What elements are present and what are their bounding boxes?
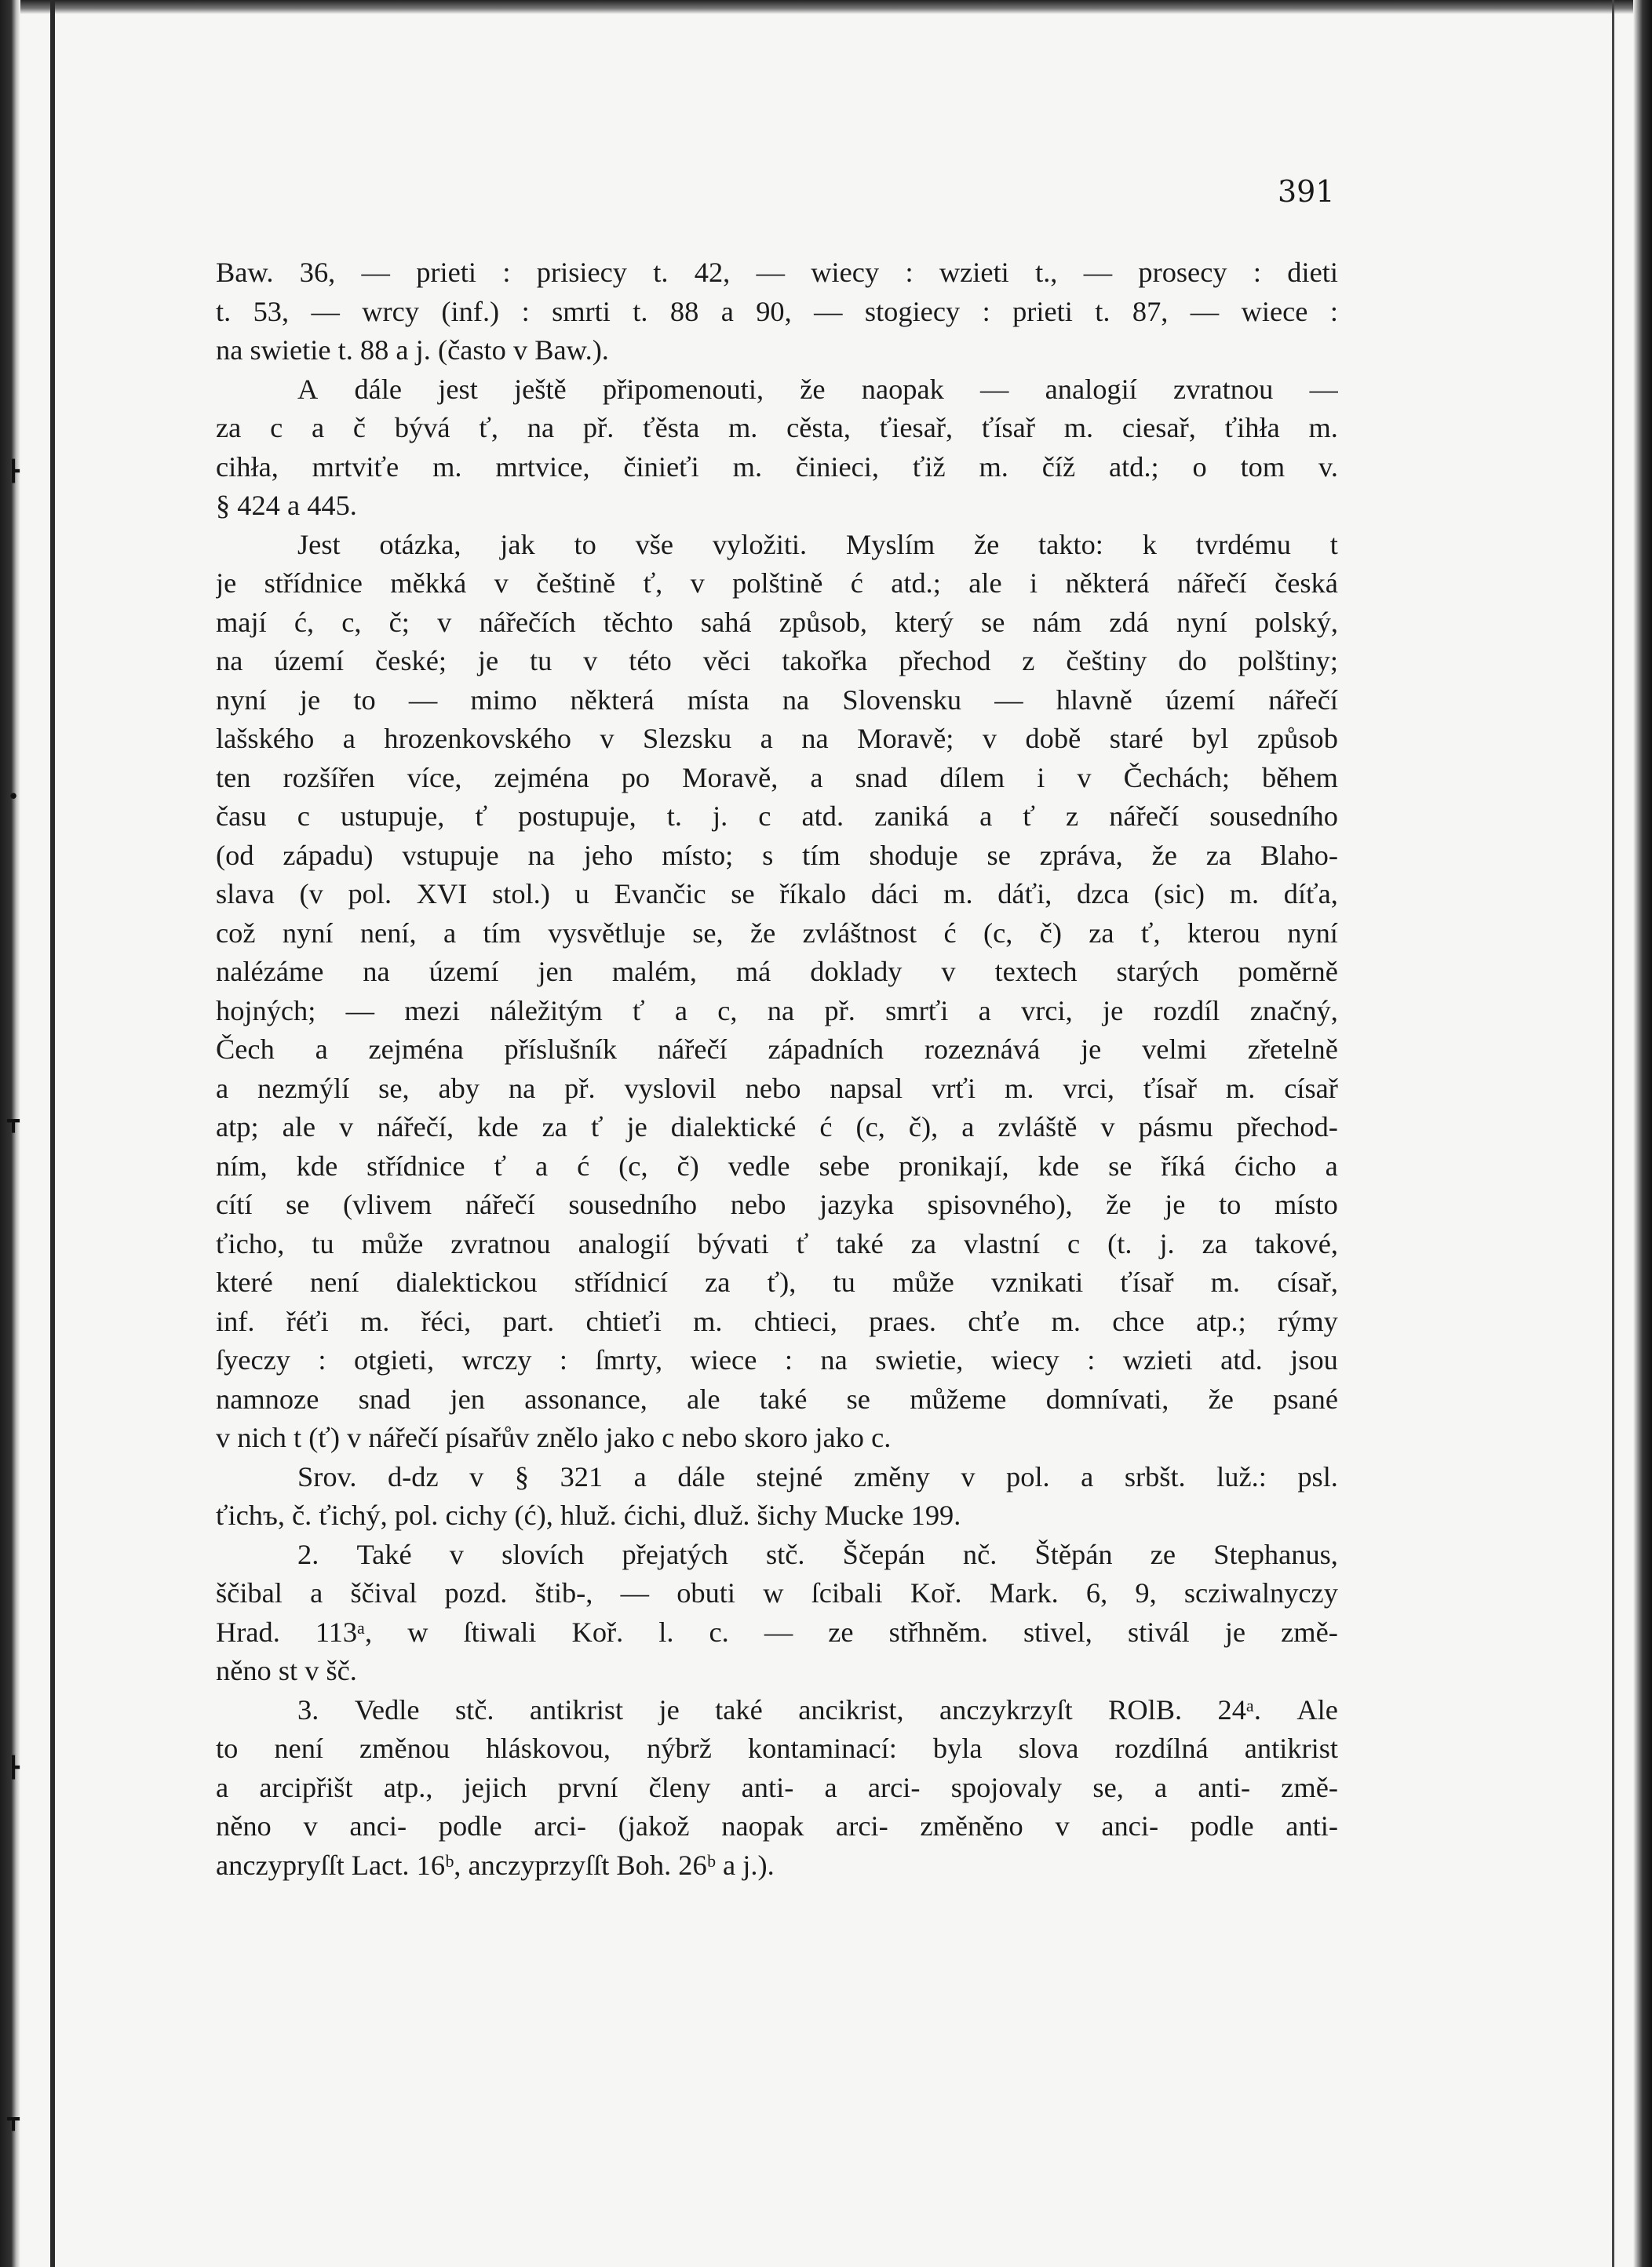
text-line: něno v anci- podle arci- (jakož naopak arci- změněno v anci- podle anti- <box>216 1810 1338 1842</box>
text-line: času c ustupuje, ť postupuje, t. j. c atd. zaniká a ť z nářečí sousedního <box>216 800 1338 832</box>
text-line: něno st v šč. <box>216 1655 357 1686</box>
text-line: a nezmýlí se, aby na př. vyslovil nebo napsal vrťi m. vrci, ťísař m. císař <box>216 1072 1338 1104</box>
text-line: mají ć, c, č; v nářečích těchto sahá způsob, který se nám zdá nyní polský, <box>216 606 1338 638</box>
text-line: lašského a hrozenkovského v Slezsku a na Moravě; v době staré byl způsob <box>216 723 1338 754</box>
scan-binding-line <box>50 0 55 2267</box>
text-line: což nyní není, a tím vysvětluje se, že zvláštnost ć (c, č) za ť, kterou nyní <box>216 917 1338 949</box>
scan-edge-left <box>0 0 20 2267</box>
text-line: nyní je to — mimo některá místa na Slovensku — hlavně území nářečí <box>216 683 1338 716</box>
text-line: ním, kde střídnice ť a ć (c, č) vedle sebe pronikají, kde se říká ćicho a <box>216 1150 1338 1182</box>
text-line: Baw. 36, — prieti : prisiecy t. 42, — wiecy : wzieti t., — prosecy : dieti <box>216 257 1338 288</box>
text-line: ťichъ, č. ťichý, pol. cichy (ć), hluž. ćichi, dluž. šichy Mucke 199. <box>216 1500 961 1531</box>
text-line: cítí se (vlivem nářečí sousedního nebo jazyka spisovného), že je to místo <box>216 1189 1338 1220</box>
text-line: Srov. d-dz v § 321 a dále stejné změny v pol. a srbšt. luž.: psl. <box>297 1460 1338 1493</box>
text-line: za c a č bývá ť, na př. ťěsta m. cěsta, ťiesař, ťísař m. ciesař, ťihła m. <box>216 412 1338 443</box>
margin-mark: ┣ <box>7 460 20 483</box>
scan-edge-top <box>0 0 1652 14</box>
text-line: (od západu) vstupuje na jeho místo; s tím shoduje se zpráva, že za Blaho- <box>216 839 1338 871</box>
body-text <box>216 253 1338 1885</box>
text-line: Jest otázka, jak to vše vyložiti. Myslím že takto: k tvrdému t <box>297 528 1338 560</box>
text-line: slava (v pol. XVI stol.) u Evančic se říkalo dáci m. dáťi, dzca (sic) m. díťa, <box>216 878 1338 909</box>
text-line: Čech a zejména příslušník nářečí západních rozeznává je velmi zřetelně <box>216 1033 1338 1065</box>
text-line: A dále jest ještě připomenouti, že naopak — analogií zvratnou — <box>297 373 1338 405</box>
text-line: anczypryſſt Lact. 16ᵇ, anczyprzyſſt Boh. 26ᵇ a j.). <box>216 1849 775 1881</box>
text-line: nalézáme na území jen malém, má doklady v textech starých poměrně <box>216 956 1338 987</box>
text-line: ſyeczy : otgieti, wrczy : ſmrty, wiece : na swietie, wiecy : wzieti atd. jsou <box>216 1344 1338 1376</box>
text-line: na území české; je tu v této věci takořka přechod z češtiny do polštiny; <box>216 645 1338 676</box>
margin-mark: ┳ <box>7 2108 20 2131</box>
text-line: které není dialektickou střídnicí za ť), tu může vznikati ťísař m. císař, <box>216 1267 1338 1298</box>
scan-edge-right <box>1633 0 1652 2267</box>
text-line: ťicho, tu může zvratnou analogií bývati ť také za vlastní c (t. j. za takové, <box>216 1227 1338 1259</box>
margin-mark: • <box>7 785 20 809</box>
text-line: t. 53, — wrcy (inf.) : smrti t. 88 a 90, — stogiecy : prieti t. 87, — wiece : <box>216 295 1338 327</box>
text-line: namnoze snad jen assonance, ale také se můžeme domnívati, že psané <box>216 1383 1338 1415</box>
text-line: ščibal a ščival pozd. štib-, — obuti w ſcibali Koř. Mark. 6, 9, sсziwalnyczy <box>216 1577 1338 1609</box>
text-line: 3. Vedle stč. antikrist je také ancikrist, anczykrzyſt ROlB. 24ᵃ. Ale <box>297 1693 1338 1726</box>
page-number: 391 <box>1278 174 1335 209</box>
margin-mark: ┣ <box>7 1756 20 1780</box>
text-line: ten rozšířen více, zejména po Moravě, a snad dílem i v Čechách; během <box>216 761 1338 793</box>
text-line: na swietie t. 88 a j. (často v Baw.). <box>216 334 609 366</box>
margin-mark: ┳ <box>7 1110 20 1133</box>
text-line: a arcipřišt atp., jejich první členy anti- a arci- spojovaly se, a anti- změ- <box>216 1771 1338 1803</box>
text-line: v nich t (ť) v nářečí písařův znělo jako c nebo skoro jako c. <box>216 1422 892 1453</box>
text-line: to není změnou hláskovou, nýbrž kontaminací: byla slova rozdílná antikrist <box>216 1733 1338 1764</box>
text-line: cihła, mrtviťe m. mrtvice, činieťi m. činieci, ťiž m. číž atd.; o tom v. <box>216 450 1338 483</box>
text-line: atp; ale v nářečí, kde za ť je dialektické ć (c, č), a zvláště v pásmu přechod- <box>216 1111 1338 1143</box>
text-line: hojných; — mezi náležitým ť a c, na př. smrťi a vrci, je rozdíl značný, <box>216 994 1338 1026</box>
scan-edge-right-line <box>1612 0 1614 2267</box>
text-line: § 424 a 445. <box>216 490 357 521</box>
text-line: inf. řéťi m. řéci, part. chtieťi m. chtieci, praes. chťe m. chce atp.; rýmy <box>216 1305 1338 1337</box>
text-line: je střídnice měkká v češtině ť, v polštině ć atd.; ale i některá nářečí česká <box>216 567 1338 599</box>
text-line: 2. Také v slovích přejatých stč. Ščepán nč. Štěpán ze Stephanus, <box>297 1538 1338 1570</box>
text-line: Hrad. 113ᵃ, w ſtiwali Koř. l. c. — ze střhněm. stivel, stivál je změ- <box>216 1616 1338 1648</box>
